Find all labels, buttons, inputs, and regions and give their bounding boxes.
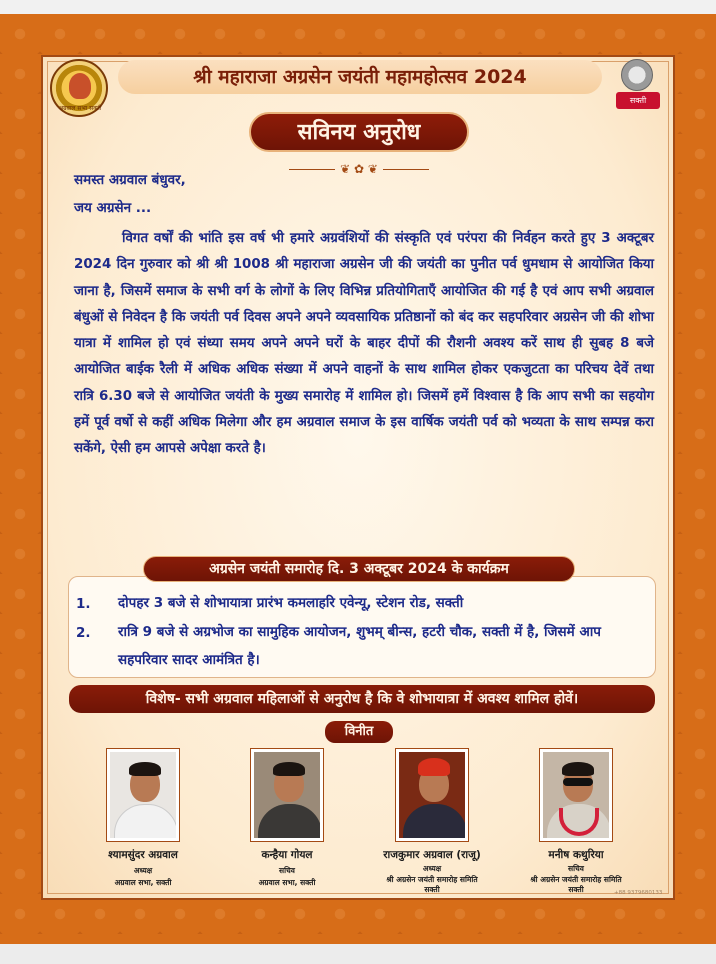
person-name: राजकुमार अग्रवाल (राजू): [383, 849, 481, 861]
person-photo: [107, 749, 179, 841]
person-role: अध्यक्ष: [133, 866, 153, 875]
person-org: अग्रवाल सभा, सक्ती: [114, 878, 172, 887]
bottom-margin: [0, 944, 716, 964]
person-name: श्यामसुंदर अग्रवाल: [108, 849, 178, 861]
person-role: अध्यक्ष: [422, 864, 442, 873]
greeting-line-1: समस्त अग्रवाल बंधुवर,: [74, 172, 186, 188]
program-item-number: 1.: [76, 596, 91, 612]
turban-icon: [418, 758, 450, 776]
coin-logo-icon: [614, 59, 660, 117]
person-org: श्री अग्रसेन जयंती समारोह समिति: [386, 875, 478, 884]
person-org: श्री अग्रसेन जयंती समारोह समिति: [530, 875, 622, 884]
page-subtitle: सविनय अनुरोध: [249, 112, 469, 152]
person-org-city: सक्ती: [424, 885, 440, 894]
page-title: श्री महाराजा अग्रसेन जयंती महामहोत्सव 2024: [118, 60, 602, 94]
person-role: सचिव: [568, 864, 584, 873]
sunglasses-icon: [563, 778, 593, 786]
special-note: विशेष- सभी अग्रवाल महिलाओं से अनुरोध है कि वे शोभायात्रा में अवश्य शामिल होवें।: [69, 685, 655, 713]
logo-caption: अग्रवाल सभा सक्ती: [58, 105, 102, 112]
invitation-paragraph: विगत वर्षों की भांति इस वर्ष भी हमारे अग्रवंशियों की संस्कृति एवं परंपरा की निर्वहन करते हुए 3 अक्टूबर 2024 दिन गुरुवार को श्री श्री 1008 श्री महाराजा अग्रसेन जी की जयंती का पुनीत पर्व धुमधाम से आयोजित किया जाना है, जिसमें समाज के सभी वर्ग के लोगों के लिए विभिन्न प्रतियोगिताएँ आयोजित की गई है एवं आप सभी अग्रवाल बंधुओं से निवेदन है कि जयंती पर्व दिवस अपने अपने व्यवसायिक प्रतिष्ठानों को बंद कर सहपरिवार अग्रसेन जी की शोभा यात्रा में शामिल हो एवं संध्या समय अपने अपने घरों के बाहर दीपों की रौशनी अवश्य करें साथ ही सुबह 8 बजे आयोजित बाईक रैली में अधिक अधिक संख्या में अपने वाहनों के साथ शामिल होकर एकजुटता का परिचय देवें तथा रात्रि 6.30 बजे से आयोजित जयंती के मुख्य समारोह में शामिल हो। जिसमें हमें विश्वास है कि आप सभी का सहयोग हमें पूर्व वर्षो से कहीं अधिक मिलेगा और हम अग्रवाल समाज के इस वार्षिक जयंती पर्व को भव्यता के साथ सम्पन्न करा सकेंगे, ऐसी हम आपसे अपेक्षा करते है।: [74, 231, 654, 457]
watermark: +88 9379680133: [614, 890, 663, 896]
greeting-line-2: जय अग्रसेन ...: [74, 200, 152, 216]
program-item-text: रात्रि 9 बजे से अग्रभोज का सामुहिक आयोजन, शुभम् बीन्स, हटरी चौक, सक्ती में है, जिसमें आप सहपरिवार सादर आमंत्रित है।: [118, 624, 601, 668]
person-name: मनीष कथुरिया: [548, 849, 604, 861]
person-org-city: सक्ती: [568, 885, 584, 894]
signoff-label: विनीत: [325, 721, 393, 743]
person-name: कन्हैया गोयल: [261, 849, 313, 861]
agrasen-logo-icon: [50, 59, 108, 117]
person-photo: [396, 749, 468, 841]
person-photo: [251, 749, 323, 841]
top-margin: [0, 0, 716, 14]
person-photo: [540, 749, 612, 841]
person-org: अग्रवाल सभा, सक्ती: [258, 878, 316, 887]
program-item-number: 2.: [76, 625, 91, 641]
program-heading: अग्रसेन जयंती समारोह दि. 3 अक्टूबर 2024 के कार्यक्रम: [143, 556, 575, 582]
program-item-text: दोपहर 3 बजे से शोभायात्रा प्रारंभ कमलाहरि एवेन्यू, स्टेशन रोड, सक्ती: [118, 595, 464, 611]
person-role: सचिव: [279, 866, 295, 875]
logo-right-caption: सक्ती: [616, 92, 660, 109]
ornament-divider-icon: ❦ ✿ ❦: [289, 162, 429, 176]
